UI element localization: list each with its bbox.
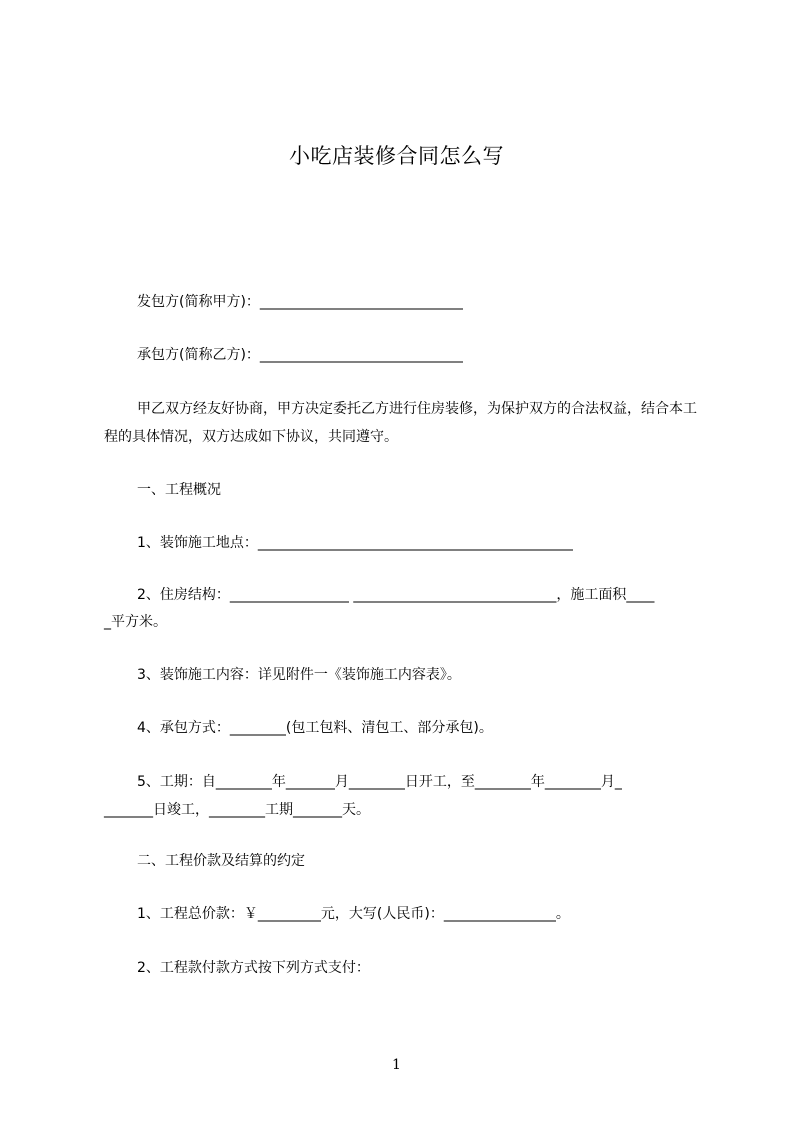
item-5-duration-line1: 5、工期：自________年_______月________日开工，至________年________月_ [137, 774, 622, 790]
item-2-1-total-price: 1、工程总价款：￥_________元，大写(人民币)：________________。 [137, 906, 570, 922]
document-title: 小吃店装修合同怎么写 [289, 144, 504, 168]
intro-paragraph: 甲乙双方经友好协商，甲方决定委托乙方进行住房装修，为保护双方的合法权益，结合本工程的具体情况，双方达成如下协议，共同遵守。 [104, 401, 697, 445]
item-1-location: 1、装饰施工地点：_____________________________________________ [137, 535, 573, 551]
item-2-structure-line1: 2、住房结构：_________________ _____________________________，施工面积____ [137, 587, 655, 603]
section-1-heading: 一、工程概况 [137, 482, 221, 498]
party-a-line: 发包方(简称甲方)：_____________________________ [137, 294, 463, 310]
section-2-heading: 二、工程价款及结算的约定 [137, 853, 305, 869]
page-number: 1 [392, 1057, 401, 1073]
item-2-structure-line2: _平方米。 [104, 614, 167, 630]
item-5-duration-line2: _______日竣工，________工期_______天。 [104, 802, 370, 818]
item-3-content: 3、装饰施工内容：详见附件一《装饰施工内容表》。 [137, 667, 461, 683]
item-2-2-payment-method: 2、工程款付款方式按下列方式支付： [137, 960, 370, 976]
item-4-contract-mode: 4、承包方式：________(包工包料、清包工、部分承包)。 [137, 720, 493, 736]
party-b-line: 承包方(简称乙方)：_____________________________ [137, 347, 463, 363]
